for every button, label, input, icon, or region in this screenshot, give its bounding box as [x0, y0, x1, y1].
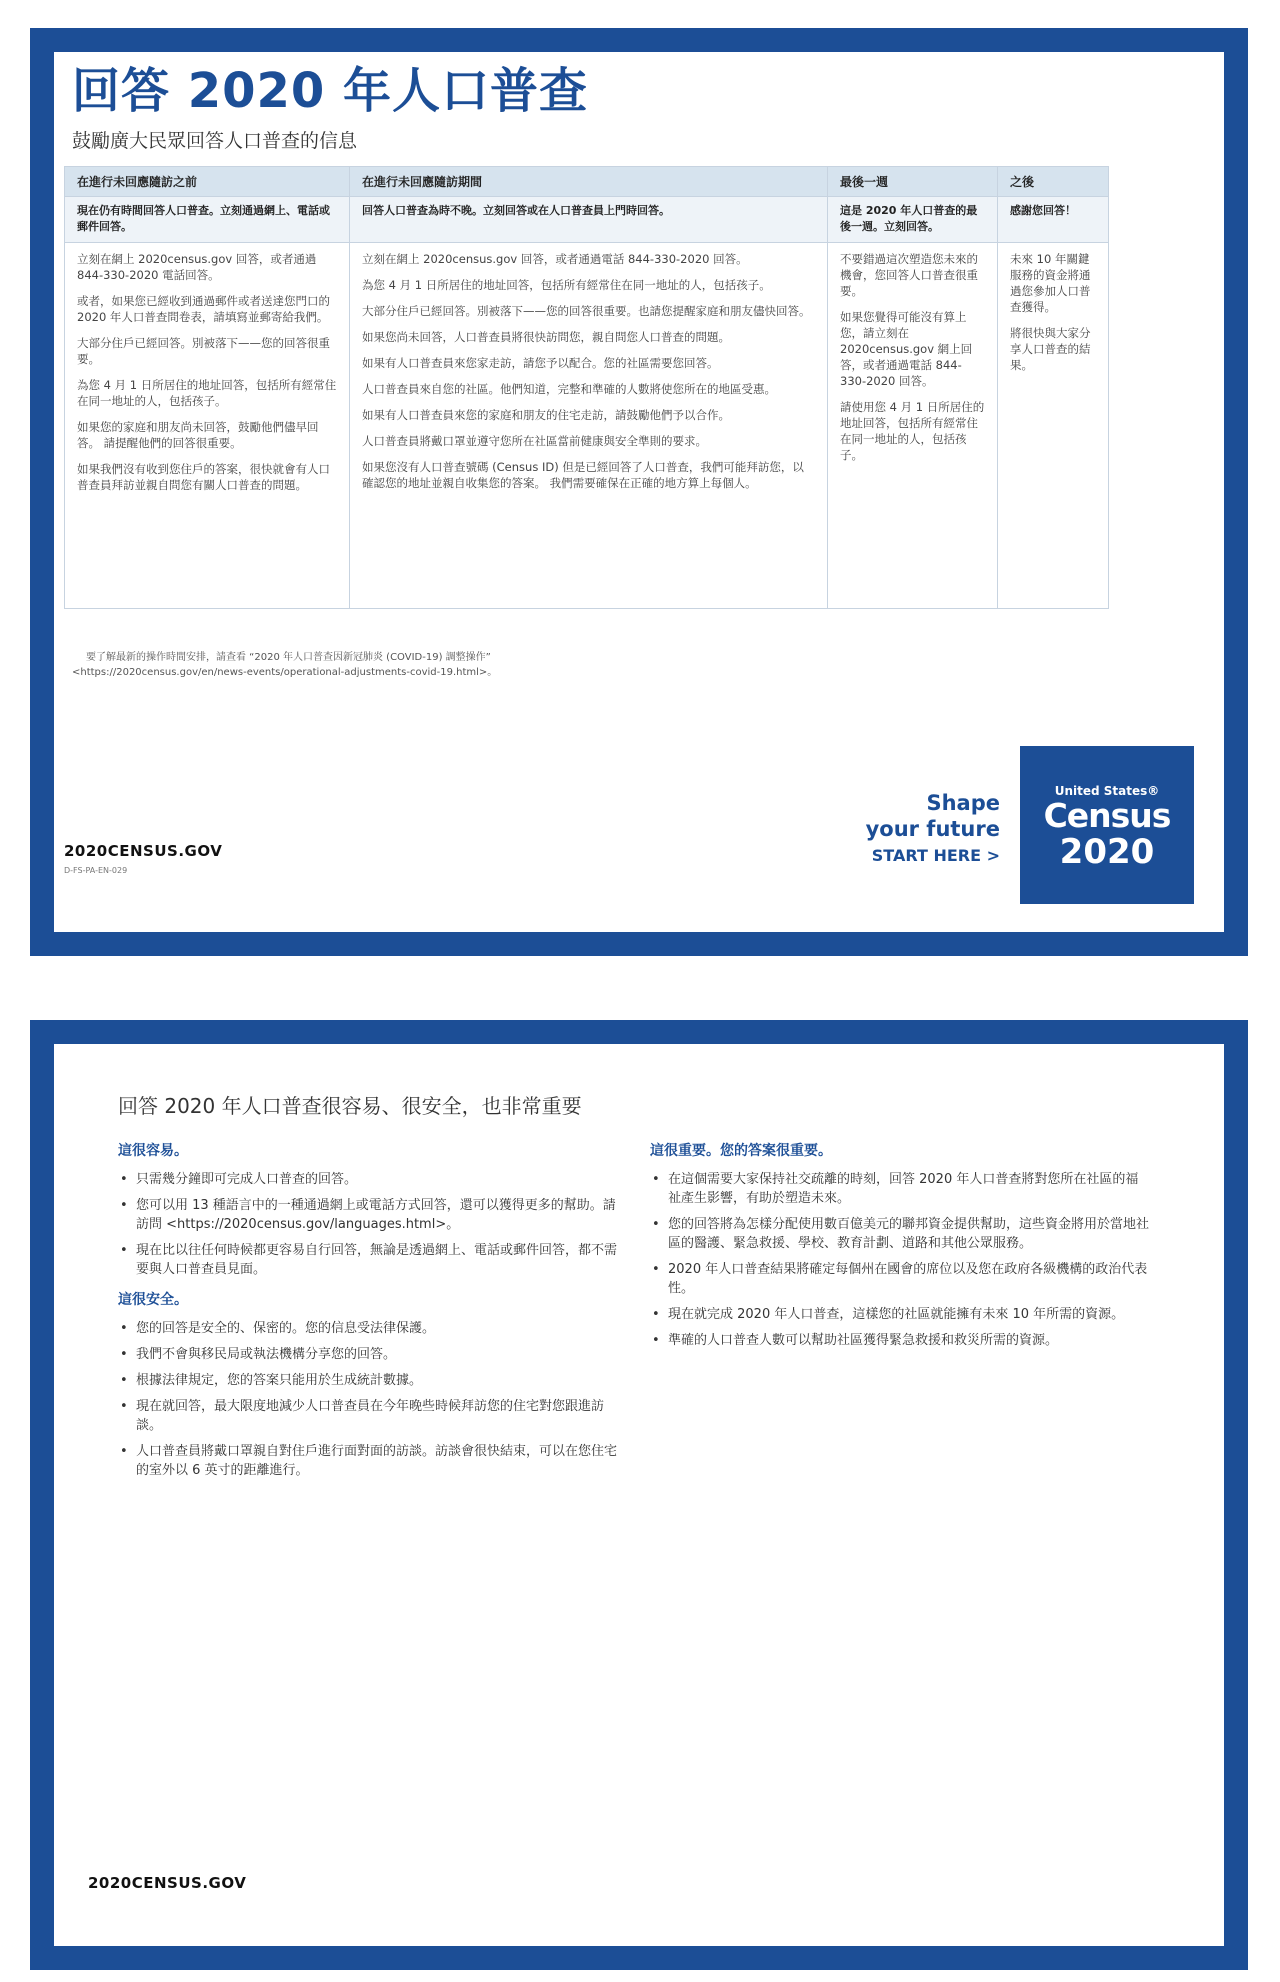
table-cell-after — [998, 243, 1109, 609]
table-header: 最後一週 — [828, 167, 998, 197]
tagline-line: your future — [865, 817, 1000, 841]
table-header: 在進行未回應隨訪之前 — [65, 167, 350, 197]
list-item: • 現在比以往任何時候都更容易自行回答，無論是透過網上、電話或郵件回答，都不需要與人口普查員見面。 — [118, 1241, 618, 1279]
table-header: 之後 — [998, 167, 1109, 197]
left-column — [118, 1140, 618, 1490]
census-logo — [1020, 746, 1194, 904]
list-item: • 現在就完成 2020 年人口普查，這樣您的社區就能擁有未來 10 年所需的資源。 — [650, 1305, 1150, 1324]
document-id: D-FS-PA-EN-029 — [64, 866, 128, 875]
cell-paragraph: 人口普查員將戴口罩並遵守您所在社區當前健康與安全準則的要求。 — [362, 434, 707, 448]
note-link[interactable]: <https://2020census.gov/en/news-events/operational-adjustments-covid-19.html>。 — [72, 667, 498, 678]
cell-paragraph: 未來 10 年關鍵服務的資金將通過您參加人口普查獲得。 — [1010, 252, 1091, 314]
list-item: • 在這個需要大家保持社交疏離的時刻，回答 2020 年人口普查將對您所在社區的福祉產生影響，有助於塑造未來。 — [650, 1170, 1150, 1208]
cell-paragraph: 請使用您 4 月 1 日所居住的地址回答，包括所有經常住在同一地址的人，包括孩子。 — [840, 400, 985, 462]
start-here-link[interactable]: START HERE > — [871, 846, 1000, 865]
table-lead-row — [65, 197, 1109, 243]
cell-paragraph: 如果您的家庭和朋友尚未回答，鼓勵他們儘早回答。 請提醒他們的回答很重要。 — [77, 420, 319, 450]
section-heading-easy: 這很容易。 — [118, 1143, 188, 1159]
list-item: • 我們不會與移民局或執法機構分享您的回答。 — [118, 1345, 618, 1364]
tagline — [850, 790, 1000, 868]
list-item: • 您可以用 13 種語言中的一種通過網上或電話方式回答，還可以獲得更多的幫助。請訪問 <https://2020census.gov/languages.html>。 — [118, 1196, 618, 1234]
table-lead: 回答人口普查為時不晚。立刻回答或在人口普查員上門時回答。 — [350, 197, 828, 243]
table-lead: 這是 2020 年人口普查的最後一週。立刻回答。 — [828, 197, 998, 243]
cell-paragraph: 將很快與大家分享人口普查的結果。 — [1010, 326, 1091, 372]
cell-paragraph: 為您 4 月 1 日所居住的地址回答，包括所有經常住在同一地址的人，包括孩子。 — [77, 378, 337, 408]
cell-paragraph: 如果您尚未回答，人口普查員將很快訪問您，親自問您人口普查的問題。 — [362, 330, 730, 344]
table-cell-last-week — [828, 243, 998, 609]
safe-list — [118, 1319, 618, 1480]
tagline-line: Shape — [926, 791, 1000, 815]
back-title: 回答 2020 年人口普查很容易、很安全，也非常重要 — [118, 1094, 582, 1118]
cell-paragraph: 不要錯過這次塑造您未來的機會，您回答人口普查很重要。 — [840, 252, 978, 298]
section-heading-important: 這很重要。您的答案很重要。 — [650, 1143, 832, 1159]
page-title: 回答 2020 年人口普查 — [72, 63, 589, 119]
cell-paragraph: 如果您沒有人口普查號碼 (Census ID) 但是已經回答了人口普查，我們可能拜訪您，以確認您的地址並親自收集您的答案。 我們需要確保在正確的地方算上每個人。 — [362, 460, 804, 490]
cell-paragraph: 立刻在網上 2020census.gov 回答，或者通過電話 844-330-2020 回答。 — [362, 252, 748, 266]
cell-paragraph: 如果您覺得可能沒有算上您，請立刻在 2020census.gov 網上回答，或者通過電話 844-330-2020 回答。 — [840, 310, 973, 388]
cell-paragraph: 或者，如果您已經收到通過郵件或者送達您門口的 2020 年人口普查問卷表，請填寫並郵寄給我們。 — [77, 294, 330, 324]
table-body-row — [65, 243, 1109, 609]
list-item: • 您的回答是安全的、保密的。您的信息受法律保護。 — [118, 1319, 618, 1338]
list-item: • 人口普查員將戴口罩親自對住戶進行面對面的訪談。訪談會很快結束，可以在您住宅的室外以 6 英寸的距離進行。 — [118, 1442, 618, 1480]
cell-paragraph: 大部分住戶已經回答。別被落下——您的回答很重要。也請您提醒家庭和朋友儘快回答。 — [362, 304, 811, 318]
cell-paragraph: 立刻在網上 2020census.gov 回答，或者通過 844-330-2020 電話回答。 — [77, 252, 317, 282]
cell-paragraph: 人口普查員來自您的社區。他們知道，完整和準確的人數將使您所在的地區受惠。 — [362, 382, 776, 396]
table-cell-during — [350, 243, 828, 609]
right-column — [650, 1140, 1150, 1360]
operations-note — [72, 650, 786, 680]
table-header: 在進行未回應隨訪期間 — [350, 167, 828, 197]
cell-paragraph: 如果有人口普查員來您的家庭和朋友的住宅走訪，請鼓勵他們予以合作。 — [362, 408, 730, 422]
logo-census-word: Census — [1043, 796, 1171, 835]
table-header-row — [65, 167, 1109, 197]
list-item: • 您的回答將為怎樣分配使用數百億美元的聯邦資金提供幫助，這些資金將用於當地社區的醫護、緊急救援、學校、教育計劃、道路和其他公眾服務。 — [650, 1215, 1150, 1253]
easy-list — [118, 1170, 618, 1279]
table-cell-before — [65, 243, 350, 609]
timeline-table — [64, 166, 1109, 609]
cell-paragraph: 如果我們沒有收到您住戶的答案，很快就會有人口普查員拜訪並親自問您有關人口普查的問題。 — [77, 462, 330, 492]
page-subtitle: 鼓勵廣大民眾回答人口普查的信息 — [72, 130, 358, 152]
cell-paragraph: 如果有人口普查員來您家走訪，請您予以配合。您的社區需要您回答。 — [362, 356, 719, 370]
list-item: • 現在就回答，最大限度地減少人口普查員在今年晚些時候拜訪您的住宅對您跟進訪談。 — [118, 1397, 618, 1435]
logo-united-states: United States® — [1054, 784, 1160, 798]
section-heading-safe: 這很安全。 — [118, 1292, 188, 1308]
list-item: • 根據法律規定，您的答案只能用於生成統計數據。 — [118, 1371, 618, 1390]
logo-year: 2020 — [1059, 832, 1155, 872]
note-text: 要了解最新的操作時間安排，請查看 “2020 年人口普查因新冠肺炎 (COVID-19) 調整操作” — [86, 652, 491, 663]
website-link[interactable]: 2020CENSUS.GOV — [88, 1874, 247, 1892]
cell-paragraph: 為您 4 月 1 日所居住的地址回答，包括所有經常住在同一地址的人，包括孩子。 — [362, 278, 771, 292]
list-item: • 只需幾分鐘即可完成人口普查的回答。 — [118, 1170, 618, 1189]
cell-paragraph: 大部分住戶已經回答。別被落下——您的回答很重要。 — [77, 336, 330, 366]
table-lead: 現在仍有時間回答人口普查。立刻通過網上、電話或郵件回答。 — [65, 197, 350, 243]
list-item: • 2020 年人口普查結果將確定每個州在國會的席位以及您在政府各級機構的政治代表性。 — [650, 1260, 1150, 1298]
website-link[interactable]: 2020CENSUS.GOV — [64, 842, 223, 860]
list-item: • 準確的人口普查人數可以幫助社區獲得緊急救援和救災所需的資源。 — [650, 1331, 1150, 1350]
table-lead: 感謝您回答！ — [998, 197, 1109, 243]
important-list — [650, 1170, 1150, 1350]
